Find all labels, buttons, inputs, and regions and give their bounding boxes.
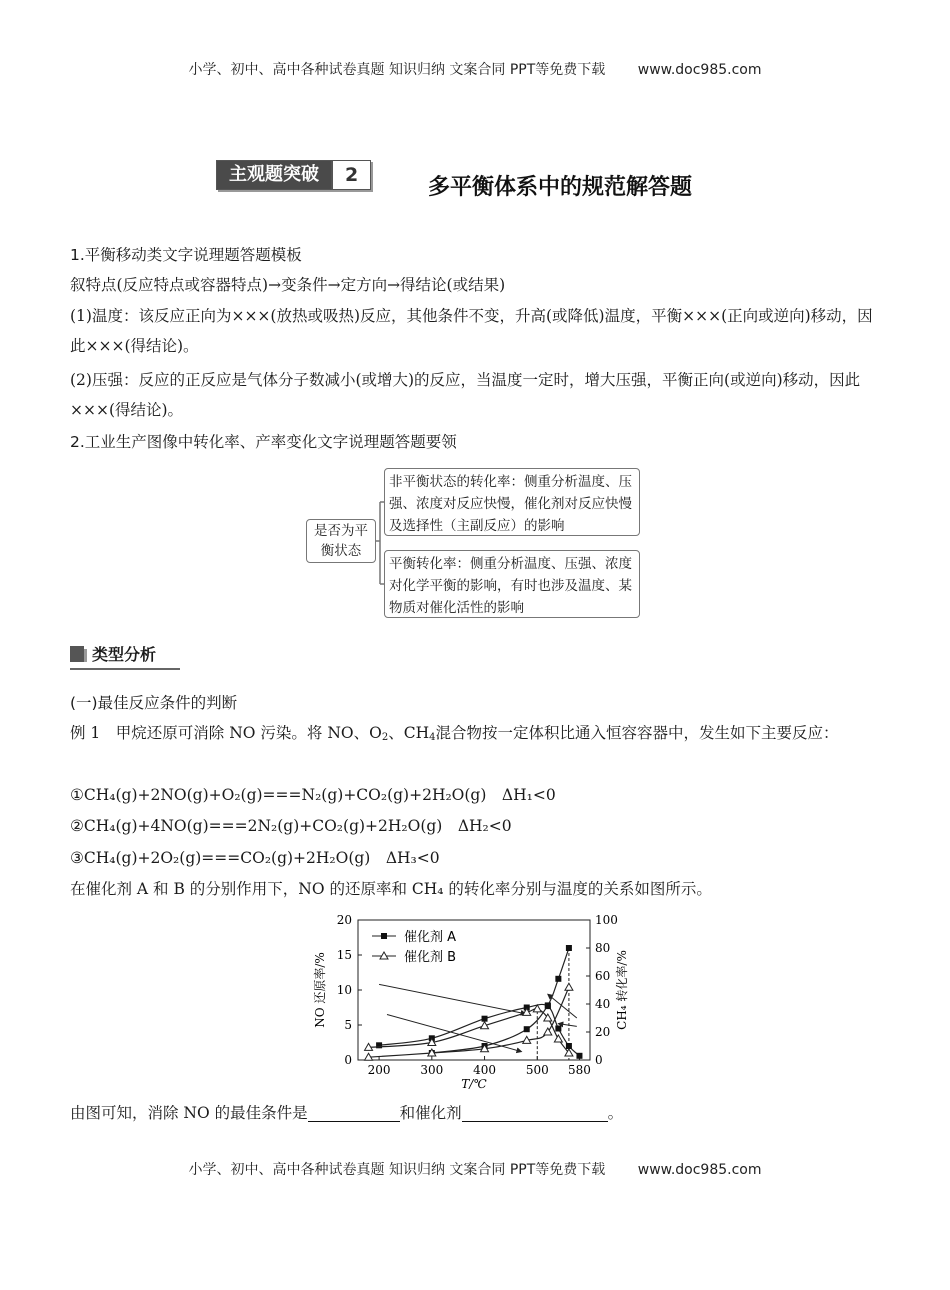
y-right-tick-label: 80 [595, 941, 611, 955]
x-tick-label: 200 [367, 1063, 391, 1077]
point-a [576, 1053, 582, 1059]
point-a [555, 1026, 561, 1032]
point-a [524, 1026, 530, 1032]
document-icon [70, 646, 84, 662]
series-line [369, 987, 569, 1057]
point-b [544, 1028, 552, 1035]
x-tick-label: 300 [420, 1063, 444, 1077]
subsection-heading: (一)最佳反应条件的判断 [70, 694, 238, 712]
footer-site: www.doc985.com [637, 1162, 762, 1178]
type-analysis-heading [70, 642, 180, 670]
page-footer [0, 1159, 950, 1179]
legend-a-marker [381, 933, 387, 939]
header-site: www.doc985.com [637, 62, 762, 78]
arrow-1 [379, 984, 526, 1013]
answer-blank-temperature[interactable] [308, 1103, 400, 1122]
x-tick-label: 400 [473, 1063, 496, 1077]
reaction-3: ③CH₄(g)+2O₂(g)===CO₂(g)+2H₂O(g) ΔH₃<0 [70, 849, 440, 867]
y-left-tick-label: 15 [336, 948, 352, 962]
point-a [555, 976, 561, 982]
point-b [565, 983, 573, 990]
y-left-tick-label: 10 [336, 983, 352, 997]
header-text: 小学、初中、高中各种试卷真题 知识归纳 文案合同 PPT等免费下载 [188, 62, 606, 78]
section2-heading: 2.工业生产图像中转化率、产率变化文字说理题答题要领 [70, 433, 457, 451]
point-a [545, 1002, 551, 1008]
chart [300, 902, 630, 1092]
y-right-tick-label: 0 [595, 1053, 603, 1067]
point-b [554, 1035, 562, 1042]
item-temperature: (1)温度：该反应正向为×××(放热或吸热)反应，其他条件不变，升高(或降低)温度，平衡×××(正向或逆向)移动，因此×××(得结论)。 [70, 307, 873, 355]
page-title: 多平衡体系中的规范解答题 [428, 175, 693, 200]
y-left-axis-label: NO 还原率/% [313, 952, 327, 1028]
y-right-tick-label: 60 [595, 969, 611, 983]
x-axis-label: T/℃ [461, 1077, 487, 1091]
x-tick-label: 500 [525, 1063, 549, 1077]
question-line: 由图可知，消除 NO 的最佳条件是 和催化剂 。 [70, 1104, 624, 1122]
series-line [369, 1009, 569, 1053]
chart-description: 在催化剂 A 和 B 的分别作用下，NO 的还原率和 CH₄ 的转化率分别与温度的关系如图所示。 [70, 880, 712, 898]
reaction-2: ②CH₄(g)+4NO(g)===2N₂(g)+CO₂(g)+2H₂O(g) ΔH₂<0 [70, 817, 512, 835]
diagram-branch-equilibrium: 平衡转化率：侧重分析温度、压强、浓度对化学平衡的影响，有时也涉及温度、某物质对催化活性的影响 [384, 550, 640, 618]
diagram-root-box: 是否为平衡状态 [306, 519, 376, 563]
footer-text: 小学、初中、高中各种试卷真题 知识归纳 文案合同 PPT等免费下载 [188, 1162, 606, 1178]
y-left-tick-label: 20 [336, 913, 352, 927]
item-pressure: (2)压强：反应的正反应是气体分子数减小(或增大)的反应，当温度一定时，增大压强，平衡正向(或逆向)移动，因此×××(得结论)。 [70, 371, 861, 419]
x-tick-label: 580 [568, 1063, 591, 1077]
legend-a-label: 催化剂 A [404, 930, 457, 945]
answer-blank-catalyst[interactable] [462, 1103, 608, 1122]
legend-b-label: 催化剂 B [404, 950, 457, 965]
badge-label: 主观题突破 [217, 161, 331, 189]
diagram-branch-nonequilibrium: 非平衡状态的转化率：侧重分析温度、压强、浓度对反应快慢，催化剂对反应快慢及选择性（主副反应）的影响 [384, 468, 640, 536]
y-right-tick-label: 100 [595, 913, 618, 927]
section1-heading: 1.平衡移动类文字说理题答题模板 [70, 246, 302, 264]
y-right-tick-label: 20 [595, 1025, 611, 1039]
y-left-tick-label: 5 [344, 1018, 352, 1032]
template-line: 叙特点(反应特点或容器特点)→变条件→定方向→得结论(或结果) [70, 276, 506, 294]
reaction-1: ①CH₄(g)+2NO(g)+O₂(g)===N₂(g)+CO₂(g)+2H₂O(g) ΔH₁<0 [70, 786, 556, 804]
point-a [566, 945, 572, 951]
example-intro: 例 1 甲烷还原可消除 NO 污染。将 NO、$O_2$、$CH_4$混合物按一定体积比通入恒容容器中，发生如下主要反应： [70, 724, 839, 743]
y-right-axis-label: CH₄ 转化率/% [615, 950, 629, 1030]
type-analysis-label: 类型分析 [92, 645, 157, 664]
y-right-tick-label: 40 [595, 997, 611, 1011]
badge-number: 2 [331, 161, 370, 189]
y-left-tick-label: 0 [344, 1053, 352, 1067]
